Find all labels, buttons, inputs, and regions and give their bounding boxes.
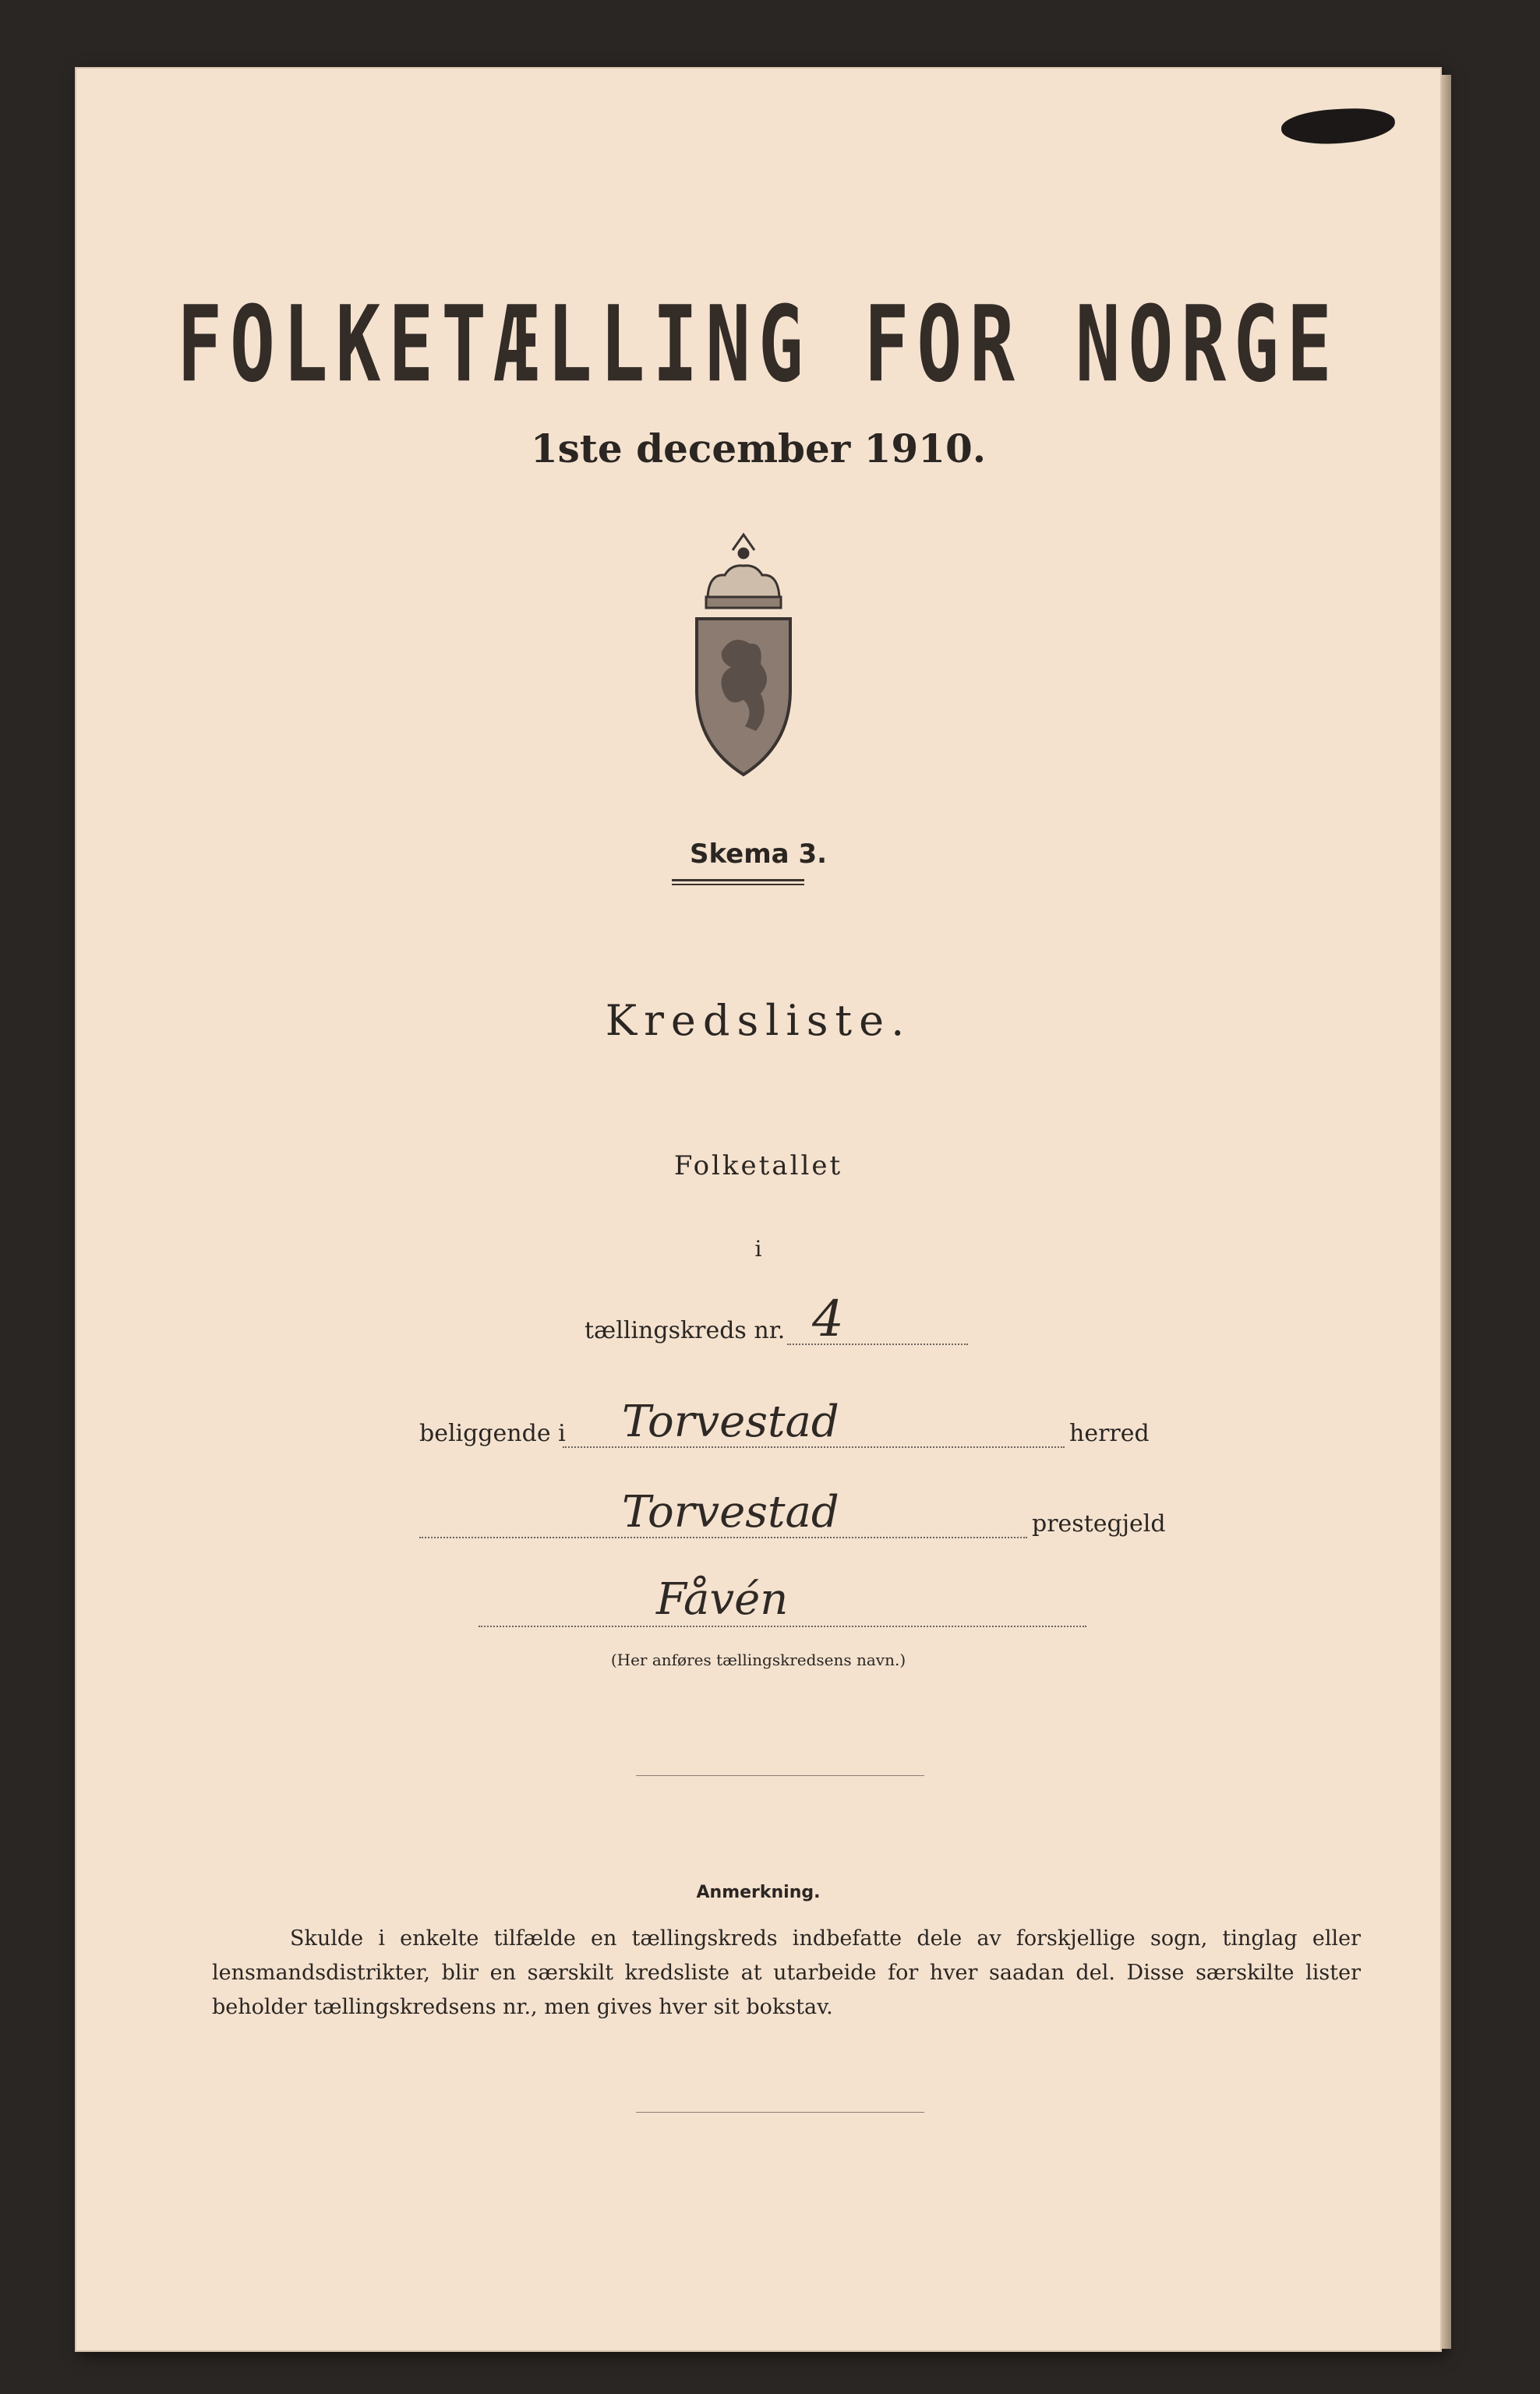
preposition-i: i [754, 1236, 762, 1262]
document-title: FOLKETÆLLING FOR NORGE [177, 283, 1340, 406]
norwegian-coat-of-arms-icon [686, 527, 801, 792]
herred-label: herred [1069, 1420, 1150, 1447]
skema-underline-2 [672, 884, 804, 885]
divider [636, 1775, 924, 1776]
kreds-number-label: tællingskreds nr. [585, 1317, 786, 1344]
ink-blot [1280, 106, 1396, 147]
divider-bottom [636, 2112, 924, 2113]
form-type-heading: Kredsliste. [605, 996, 912, 1045]
prestegjeld-value: Torvestad [622, 1487, 839, 1538]
kreds-name-line [479, 1626, 1086, 1627]
census-date: 1ste december 1910. [530, 425, 987, 471]
kreds-number-value: 4 [812, 1291, 844, 1348]
page-edge [1442, 75, 1451, 2349]
kreds-name-value: Fåvén [656, 1574, 789, 1625]
note-heading: Anmerkning. [696, 1883, 821, 1902]
skema-underline [672, 879, 804, 881]
prestegjeld-label: prestegjeld [1032, 1510, 1166, 1538]
note-text: Skulde i enkelte tilfælde en tællingskreds indbefatte dele av forskjellige sogn, tinglag eller lensmandsdistrikter, blir en særskilt kredsliste at utarbeide for hver saadan del. Disse særskilte lister beholder tællingskredsens nr., men gives hver sit bokstav. [212, 1926, 1361, 2019]
census-form-page [75, 67, 1442, 2352]
beliggende-label: beliggende i [419, 1420, 566, 1447]
note-text-block [212, 1922, 1361, 2025]
herred-value: Torvestad [622, 1396, 839, 1447]
kreds-name-hint: (Her anføres tællingskredsens navn.) [610, 1651, 906, 1669]
folketallet-label: Folketallet [673, 1150, 843, 1181]
skema-label: Skema 3. [689, 839, 828, 870]
